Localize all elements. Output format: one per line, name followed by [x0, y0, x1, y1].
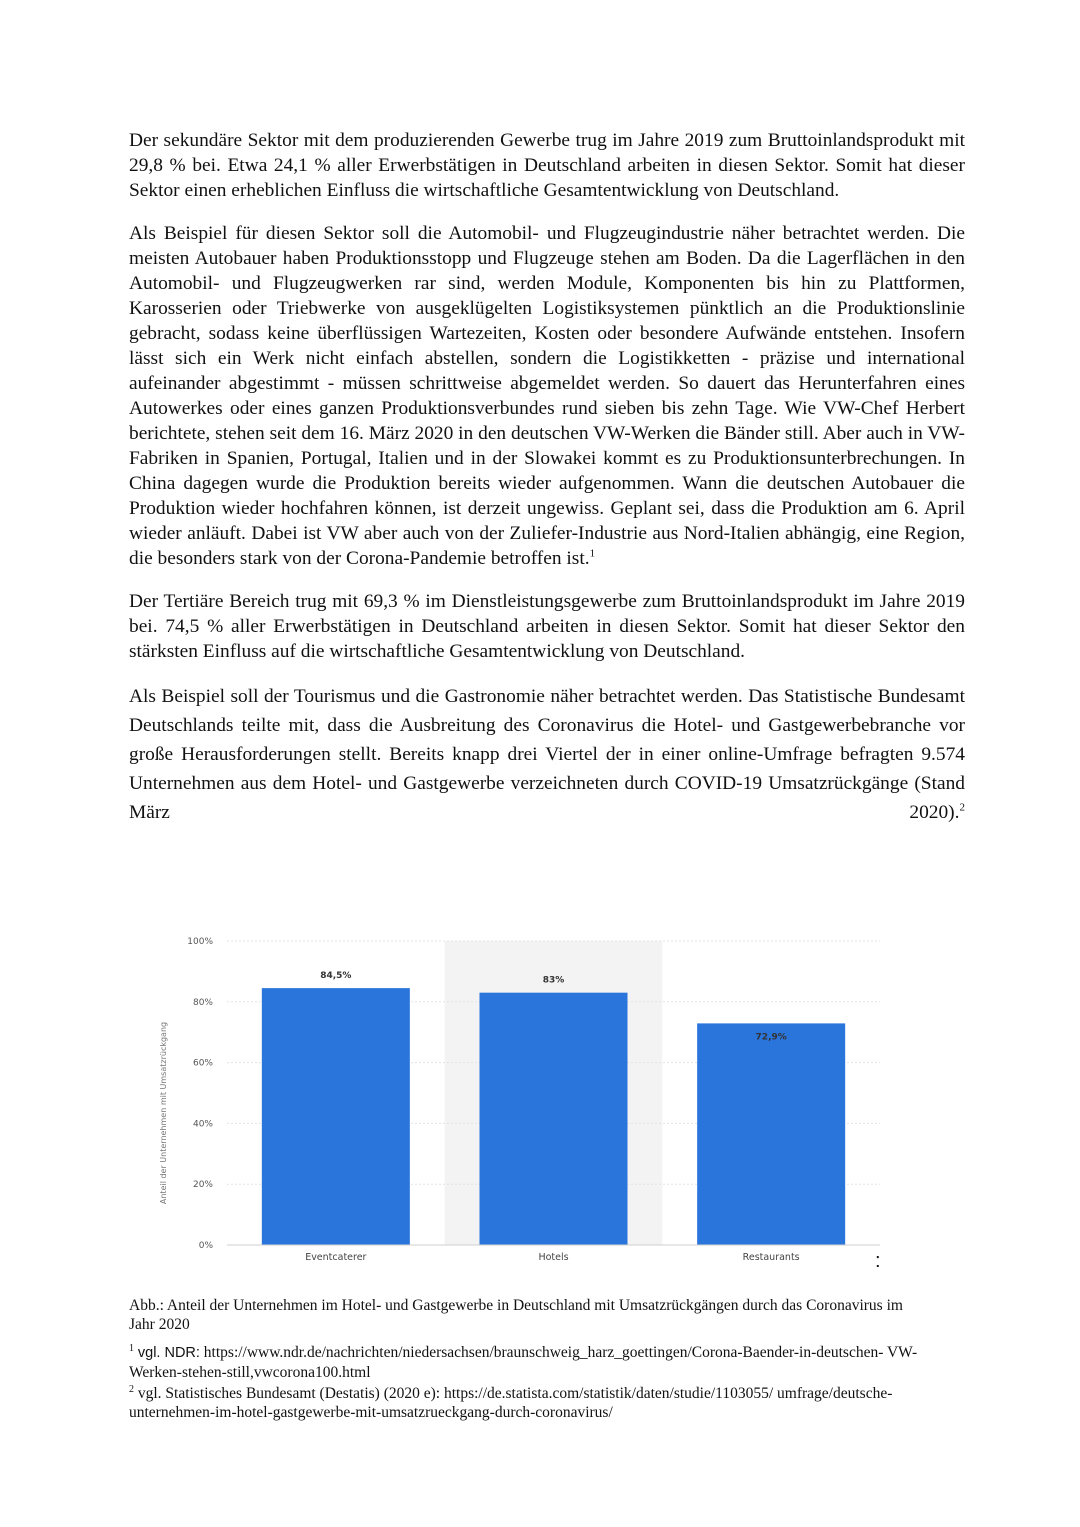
paragraph-secondary-sector: Der sekundäre Sektor mit dem produzierenden Gewerbe trug im Jahre 2019 zum Bruttoinlandsprodukt mit 29,8 % bei. Etwa 24,1 % aller Erwerbstätigen in Deutschland arbeiten in diesen Sektor. Somit hat dieser Sektor einen erheblichen Einfluss die wirtschaftliche Gesamtentwicklung von Deutschland. — [129, 130, 965, 201]
footnote-ref-1: 1 — [589, 547, 596, 560]
data-label: 84,5% — [320, 971, 352, 982]
paragraph-tourism-example — [129, 682, 965, 827]
y-axis-label: Anteil der Unternehmen mit Umsatzrückgang — [159, 1021, 168, 1205]
footnote-2 — [129, 1384, 929, 1422]
footnote-1-link[interactable]: https://www.ndr.de/nachrichten/niedersachsen/braunschweig_harz_goettingen/Corona-Baender-in-deutschen- VW-Werken-stehen-still,vwcorona100.html — [129, 1344, 918, 1381]
category-label: Hotels — [538, 1252, 569, 1263]
category-label: Eventcaterer — [305, 1252, 367, 1263]
document-body — [129, 128, 965, 845]
data-label: 83% — [542, 975, 565, 986]
paragraph-automotive-example — [129, 221, 965, 571]
y-tick-label: 100% — [187, 937, 213, 947]
footnotes — [129, 1343, 929, 1424]
bar-chart — [150, 930, 900, 1270]
bar-chart-svg — [150, 930, 900, 1270]
paragraph-tertiary-sector: Der Tertiäre Bereich trug mit 69,3 % im Dienstleistungsgewerbe zum Bruttoinlandsprodukt im Jahre 2019 bei. 74,5 % aller Erwerbstätigen in Deutschland arbeiten in diesen Sektor. Somit hat dieser Sektor den stärksten Einfluss auf die wirtschaftliche Gesamtentwicklung von Deutschland. — [129, 591, 965, 662]
bar — [262, 988, 410, 1245]
bar — [479, 993, 627, 1245]
bar — [697, 1023, 845, 1245]
footnote-1 — [129, 1343, 929, 1382]
figure-caption: Abb.: Anteil der Unternehmen im Hotel- und Gastgewerbe in Deutschland mit Umsatzrückgängen durch das Coronavirus im Jahr 2020 — [129, 1297, 903, 1333]
colon-mark: : — [875, 1250, 881, 1272]
y-tick-label: 60% — [192, 1058, 213, 1069]
footnote-1-number: 1 — [129, 1342, 134, 1354]
paragraph-tourism-last-line: durch COVID-19 Umsatzrückgänge (Stand März 2020). — [129, 773, 965, 823]
category-label: Restaurants — [742, 1252, 800, 1263]
paragraph-tourism-text: Als Beispiel soll der Tourismus und die Gastronomie näher betrachtet werden. Das Statistische Bundesamt Deutschlands teilte mit, dass die Ausbreitung des Coronavirus die Hotel- und Gastgewerbebranche vor große Herausforderungen stellt. Bereits knapp drei Viertel der in einer online-Umfrage befragten 9.574 Unternehmen aus dem Hotel- und Gastgewerbe verzeichneten — [129, 686, 965, 794]
y-tick-label: 40% — [192, 1119, 213, 1130]
y-tick-label: 20% — [192, 1180, 213, 1191]
paragraph-automotive-text: Als Beispiel für diesen Sektor soll die Automobil- und Flugzeugindustrie näher betrachtet werden. Die meisten Autobauer haben Produktionsstopp und Flugzeuge stehen am Boden. Da die Lagerflächen in den Automobil- und Flugzeugwerken rar sind, werden Module, Komponenten bis hin zu Plattformen, Karosserien oder Triebwerke von ausgeklügelten Logistiksystemen pünktlich an die Produktionslinie gebracht, sodass keine überflüssigen Wartezeiten, Kosten oder besondere Aufwände entstehen. Insofern lässt sich ein Werk nicht einfach abstellen, sondern die Logistikketten - präzise und international aufeinander abgestimmt - müssen schrittweise abgemeldet werden. So dauert das Herunterfahren eines Autowerkes oder eines ganzen Produktionsverbundes rund sieben bis zehn Tage. Wie VW-Chef Herbert berichtete, stehen seit dem 16. März 2020 in den deutschen VW-Werken die Bänder still. Aber auch in VW-Fabriken in Spanien, Portugal, Italien und in der Slowakei kommt es zu Produktionsunterbrechungen. In China dagegen wurde die Produktion bereits wieder aufgenommen. Wann die deutschen Autobauer die Produktion wieder hochfahren können, ist derzeit ungewiss. Geplant sei, dass die Produktion am 6. April wieder anläuft. Dabei ist VW aber auch von der Zuliefer-Industrie aus Nord-Italien abhängig, eine Region, die besonders stark von der Corona-Pandemie betroffen ist. — [129, 223, 965, 569]
footnote-ref-2: 2 — [959, 801, 965, 814]
footnote-2-link[interactable]: vgl. Statistisches Bundesamt (Destatis) (2020 e): https://de.statista.com/statistik/daten/studie/1103055/ umfrage/deutsche-unternehmen-im-hotel-gastgewerbe-mit-umsatzrueckgang-durch-coronavirus/ — [129, 1385, 893, 1421]
footnote-2-number: 2 — [129, 1383, 134, 1395]
data-label: 72,9% — [755, 1032, 787, 1043]
y-tick-label: 80% — [192, 997, 213, 1008]
footnote-1-lead: vgl. NDR: — [137, 1345, 200, 1361]
y-tick-label: 0% — [198, 1241, 213, 1251]
